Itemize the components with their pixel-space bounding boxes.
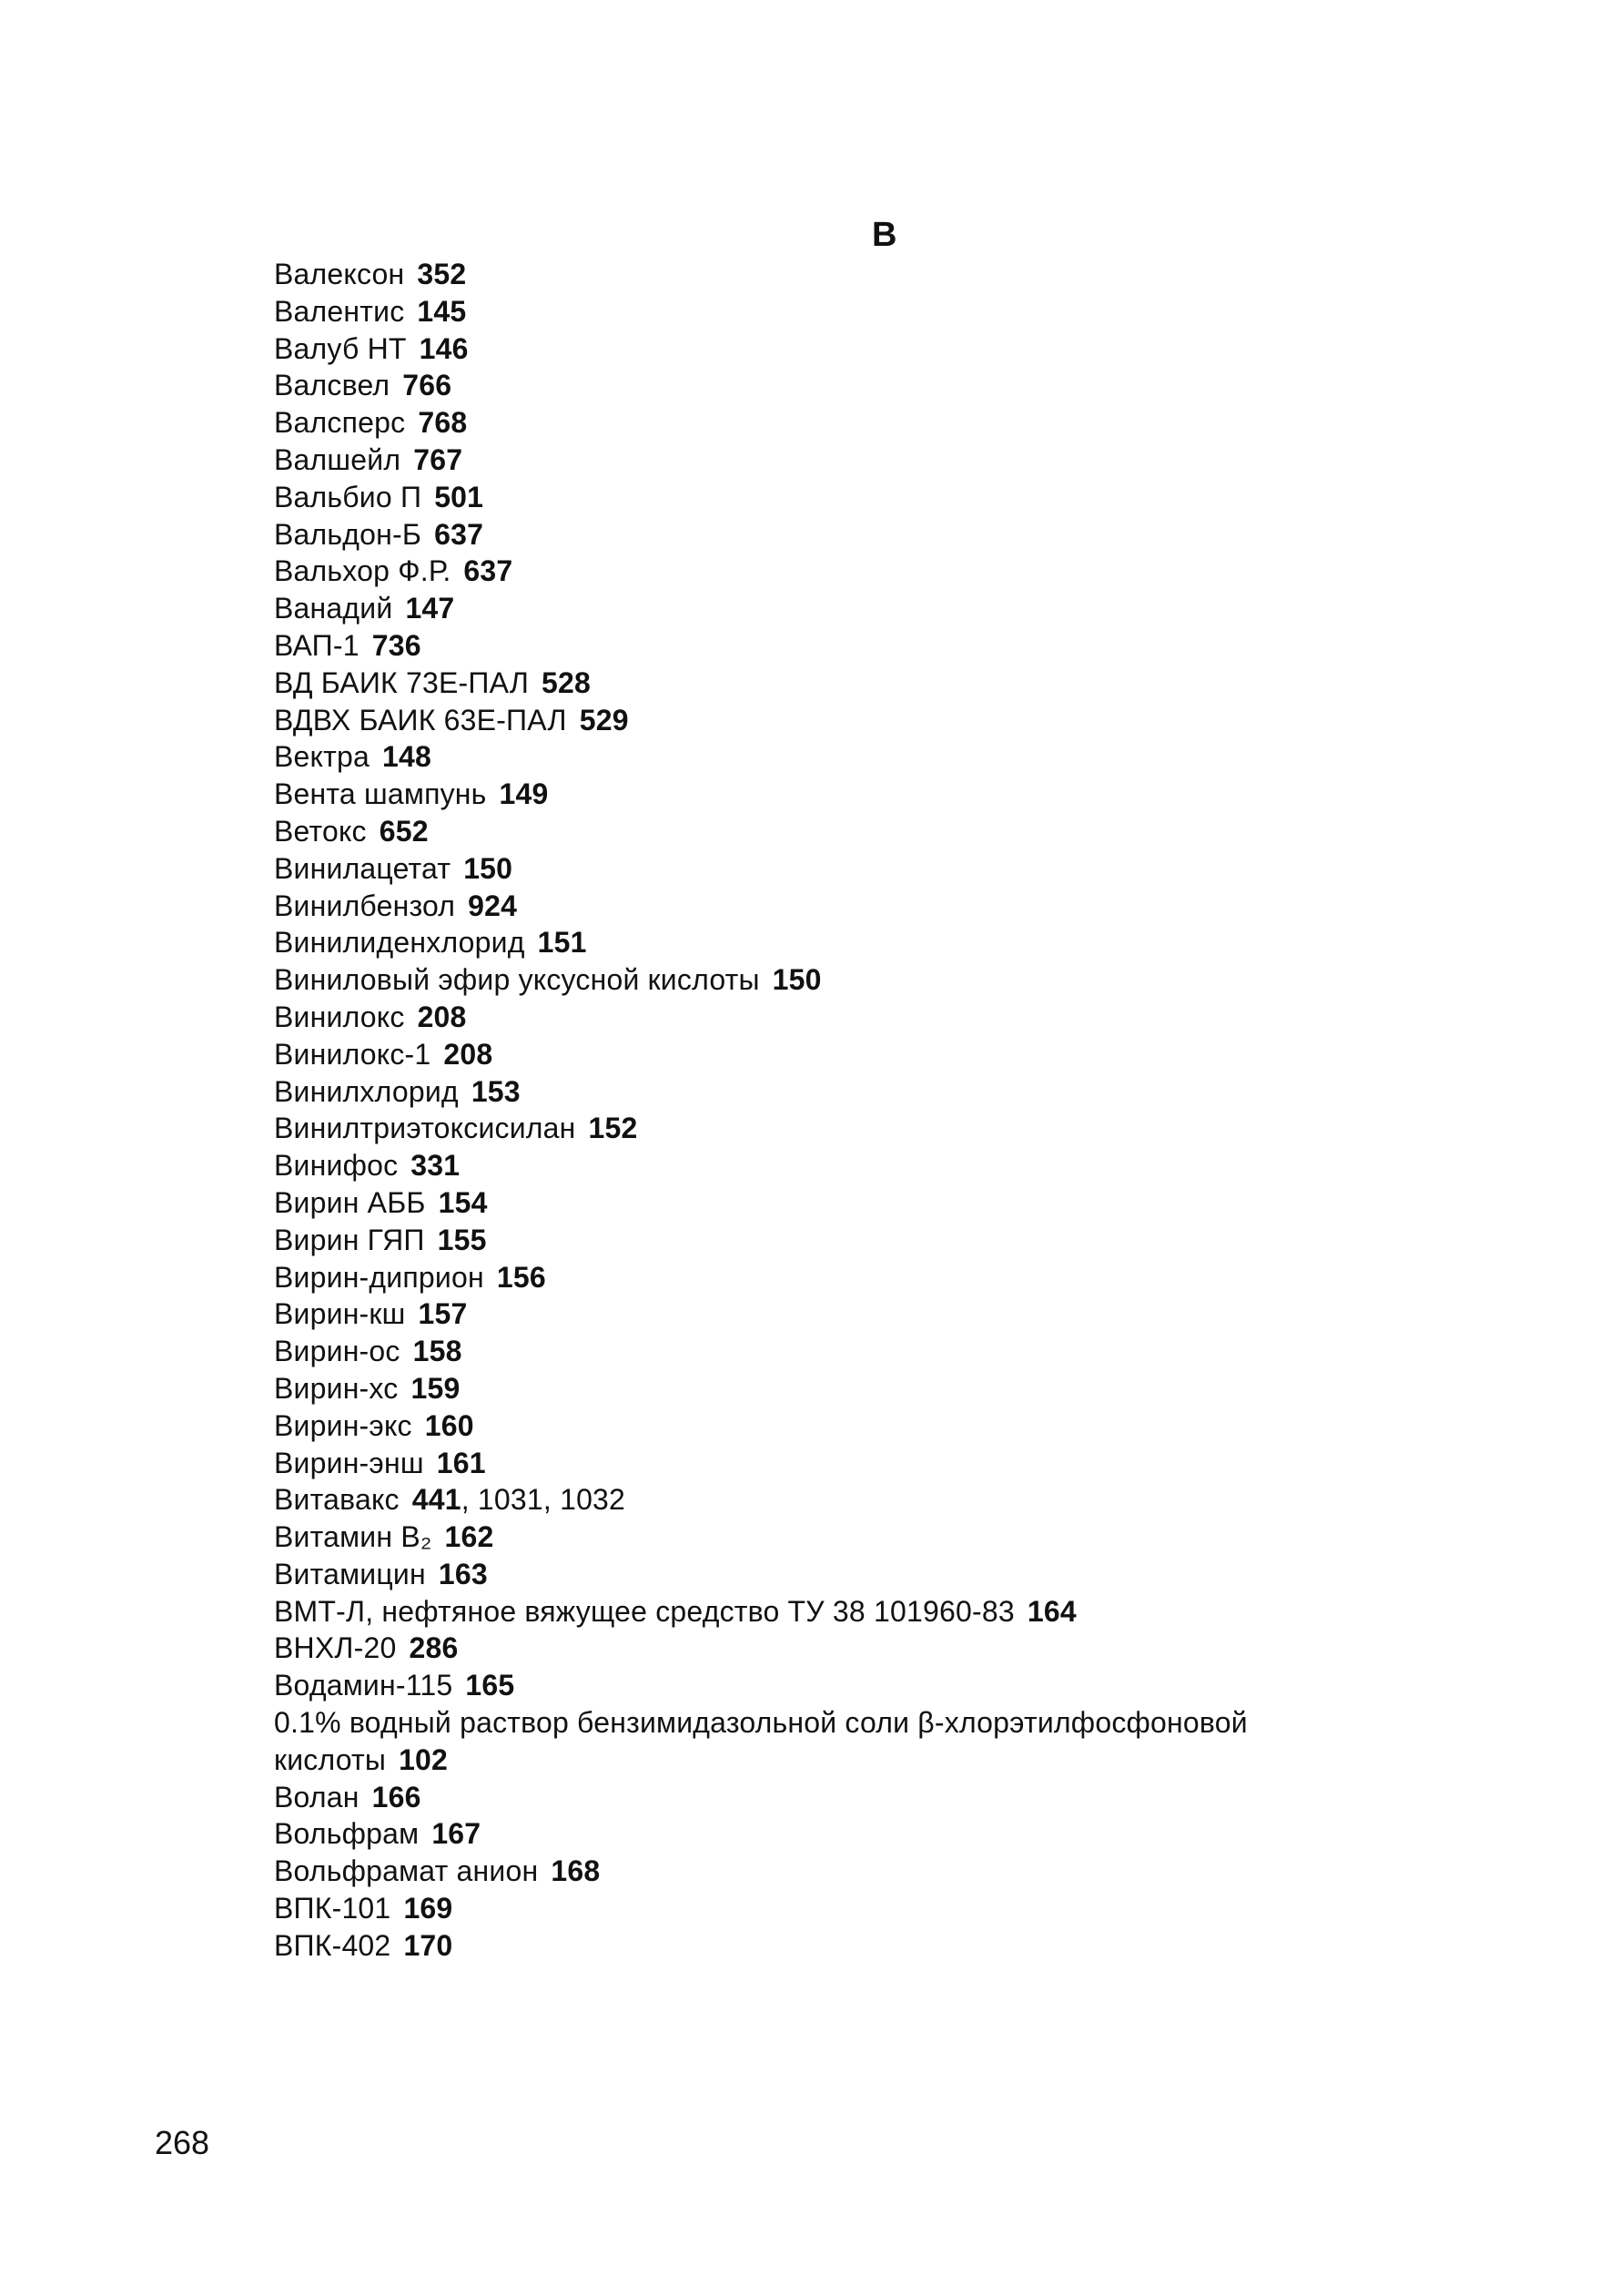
entry-page-ref: 170 [403,1928,453,1962]
index-entry [274,738,1457,776]
entry-term: Вирин ГЯП [274,1223,425,1256]
index-entry [274,1593,1457,1631]
entry-page-ref: 286 [409,1631,459,1665]
index-entry [274,1815,1457,1853]
entry-page-ref: 102 [399,1742,449,1776]
entry-page-ref: 163 [438,1557,488,1590]
entry-term: Ванадий [274,592,393,625]
entry-page-ref: 162 [444,1520,494,1554]
index-entry [274,1073,1457,1111]
index-entry [274,367,1457,404]
entry-page-ref: 208 [443,1037,493,1071]
index-entry [274,888,1457,925]
entry-term: ВАП-1 [274,628,359,662]
entry-term: Винилбензол [274,889,456,922]
entry-page-ref: 146 [419,331,469,365]
index-entry [274,961,1457,999]
entry-term: ВД БАИК 73Е-ПАЛ [274,665,530,699]
entry-term: Винифос [274,1149,399,1183]
index-entry [274,404,1457,442]
index-entry [274,1890,1457,1927]
entry-page-ref: 160 [424,1408,474,1442]
index-entry [274,850,1457,888]
index-entry [274,553,1457,590]
entry-term: Винилхлорид [274,1074,459,1108]
entry-page-ref: 637 [463,554,513,588]
entry-term: Виниловый эфир уксусной кислоты [274,963,760,997]
index-entry [274,1853,1457,1890]
entry-page-ref: 168 [551,1854,601,1888]
index-entry [274,1630,1457,1667]
index-entry [274,813,1457,850]
entry-page-ref: 441 [411,1483,461,1517]
page-number: 268 [155,2124,210,2161]
entry-term: Вольфрамат анион [274,1854,539,1888]
entry-term: Валсперс [274,406,406,440]
entry-term: ВПК-101 [274,1892,391,1925]
entry-page-ref: 501 [434,480,484,513]
entry-page-ref: 161 [436,1446,486,1479]
entry-page-ref: 147 [405,592,455,625]
entry-page-ref: 924 [468,889,518,922]
entry-term: Валексон [274,258,405,290]
entry-term: 0.1% водный раствор бензимидазольной соли β-хлорэтилфосфоновой кислоты [274,1706,1248,1776]
entry-term: Вальдон-Б [274,517,422,551]
index-entry [274,293,1457,330]
entry-page-ref: 768 [418,406,468,440]
index-entry [274,1222,1457,1259]
entry-page-ref: 331 [410,1149,461,1183]
entry-page-ref: 153 [471,1074,521,1108]
entry-page-ref: 152 [588,1112,638,1145]
entry-page-ref: 766 [402,369,452,402]
entry-term: Вирин-кш [274,1297,406,1331]
entry-page-ref: 154 [438,1185,488,1219]
entry-page-ref: 167 [431,1817,481,1851]
index-entry [274,442,1457,479]
entry-term: Вектра [274,740,370,774]
index-entry [274,999,1457,1036]
index-entry [274,1779,1457,1816]
entry-page-ref: 155 [437,1223,487,1256]
entry-term: Валуб НТ [274,331,407,365]
entry-page-ref: 164 [1027,1594,1077,1628]
index-entry [274,1295,1457,1333]
entry-page-ref: 151 [537,926,587,960]
entry-term: Валшейл [274,442,401,476]
entry-page-ref: 148 [381,740,431,774]
entry-term: Вальхор Ф.Р. [274,554,451,588]
entry-term: ВМТ-Л, нефтяное вяжущее средство ТУ 38 101960-83 [274,1594,1015,1628]
entry-page-ref: 637 [434,517,484,551]
entry-term: Винилиденхлорид [274,926,525,960]
entry-term: Витамицин [274,1557,426,1590]
entry-term: Валентис [274,294,405,328]
entry-term: Вирин АББ [274,1185,426,1219]
index-entry [274,1481,1457,1519]
entry-term: Волан [274,1780,359,1813]
index-entry [274,1704,1412,1779]
entry-page-ref: 652 [379,814,429,848]
index-entry [274,1110,1457,1147]
entry-page-ref: 169 [403,1892,453,1925]
entry-term: ВПК-402 [274,1928,391,1962]
index-entry [274,776,1457,813]
index-entry [274,256,1457,293]
entry-term: Вирин-диприон [274,1260,484,1294]
entry-page-ref: 352 [417,258,467,290]
entry-page-ref: 159 [410,1371,461,1405]
entry-term: ВДВХ БАИК 63Е-ПАЛ [274,703,567,737]
entry-page-ref: 157 [418,1297,468,1331]
entry-term: ВНХЛ-20 [274,1631,397,1665]
entry-term: Валсвел [274,369,390,402]
entry-extra-refs: , 1031, 1032 [461,1483,626,1517]
entry-term: Вальбио П [274,480,422,513]
entry-page-ref: 166 [371,1780,421,1813]
index-entry [274,627,1457,665]
entry-term: Водамин-115 [274,1669,453,1702]
entry-page-ref: 529 [579,703,629,737]
entry-page-ref: 736 [371,628,421,662]
index-entry [274,1370,1457,1407]
index-entry [274,1927,1457,1965]
index-entry [274,1036,1457,1073]
index-entry [274,1445,1457,1482]
entry-term: Вирин-ос [274,1335,400,1368]
section-letter-heading: В [872,216,897,254]
entry-term: Витавакс [274,1483,400,1517]
entry-page-ref: 208 [417,1000,467,1033]
index-entry [274,1259,1457,1296]
entry-term: Вирин-хс [274,1371,399,1405]
entry-term: Витамин B₂ [274,1520,432,1554]
entry-page-ref: 150 [772,963,822,997]
index-entry [274,590,1457,627]
index-entry [274,665,1457,702]
entry-page-ref: 165 [465,1669,515,1702]
index-entry [274,1333,1457,1370]
index-entry [274,1519,1457,1556]
entry-page-ref: 158 [412,1335,462,1368]
entry-page-ref: 528 [542,665,592,699]
entry-page-ref: 149 [499,777,549,811]
entry-term: Винилокс-1 [274,1037,431,1071]
entry-page-ref: 767 [413,442,463,476]
entry-page-ref: 150 [463,851,513,885]
entry-page-ref: 156 [496,1260,546,1294]
index-entry [274,1556,1457,1593]
entry-term: Вирин-экс [274,1408,412,1442]
index-entry-list [274,256,1457,1965]
index-entry [274,516,1457,554]
index-entry [274,1184,1457,1222]
index-entry [274,924,1457,961]
index-entry [274,1147,1457,1184]
index-entry [274,1667,1457,1704]
index-entry [274,479,1457,516]
index-entry [274,702,1457,739]
entry-page-ref: 145 [417,294,467,328]
entry-term: Вента шампунь [274,777,487,811]
index-entry [274,1407,1457,1445]
entry-term: Винилокс [274,1000,405,1033]
entry-term: Вирин-энш [274,1446,424,1479]
entry-term: Винилацетат [274,851,451,885]
index-entry [274,330,1457,368]
entry-term: Ветокс [274,814,367,848]
entry-term: Винилтриэтоксисилан [274,1112,576,1145]
entry-term: Вольфрам [274,1817,420,1851]
